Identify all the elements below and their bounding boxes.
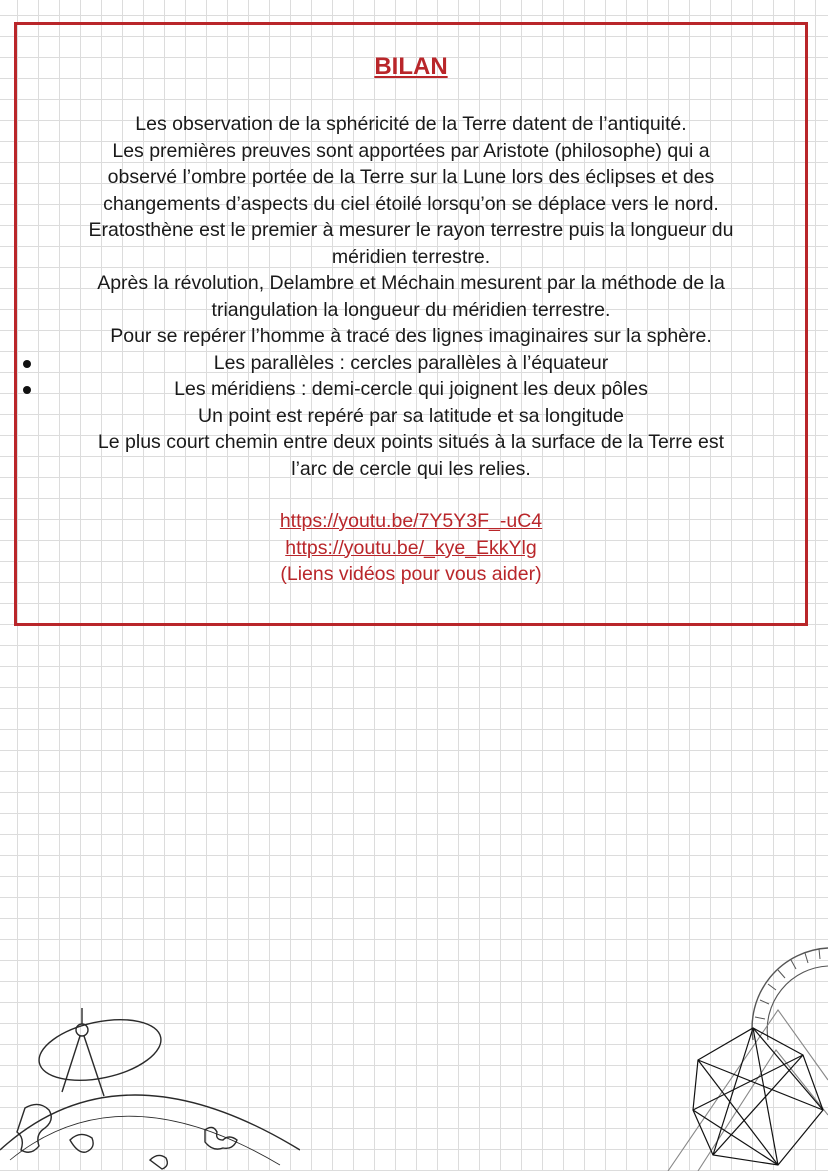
text-line: Les observation de la sphéricité de la Terre datent de l’antiquité. bbox=[135, 113, 687, 135]
text-line: l’arc de cercle qui les relies. bbox=[291, 457, 531, 480]
text-line: méridien terrestre. bbox=[331, 245, 491, 268]
bilan-box bbox=[14, 22, 808, 626]
video-links bbox=[17, 508, 805, 588]
bullet-item bbox=[17, 376, 805, 403]
bilan-body bbox=[17, 111, 805, 588]
text-line: triangulation la longueur du méridien terrestre. bbox=[211, 298, 611, 321]
bullet-icon bbox=[23, 360, 31, 368]
text-line: Après la révolution, Delambre et Méchain mesurent par la méthode de la bbox=[97, 272, 725, 294]
text-line: Pour se repérer l’homme à tracé des lignes imaginaires sur la sphère. bbox=[110, 325, 712, 347]
video-link[interactable]: https://youtu.be/7Y5Y3F_-uC4 bbox=[279, 510, 543, 532]
text-line: Les premières preuves sont apportées par Aristote (philosophe) qui a bbox=[112, 139, 710, 162]
text-line: Le plus court chemin entre deux points situés à la surface de la Terre est bbox=[97, 431, 725, 453]
links-note: (Liens vidéos pour vous aider) bbox=[280, 563, 542, 585]
video-link[interactable]: https://youtu.be/_kye_EkkYlg bbox=[285, 536, 537, 559]
text-line: Un point est repéré par sa latitude et sa longitude bbox=[197, 404, 625, 427]
text-line: changements d’aspects du ciel étoilé lorsqu’on se déplace vers le nord. bbox=[103, 192, 719, 215]
bullet-text: Les méridiens : demi-cercle qui joignent les deux pôles bbox=[174, 378, 648, 400]
bilan-title: BILAN bbox=[374, 53, 448, 80]
bullet-item bbox=[17, 350, 805, 377]
bullet-text: Les parallèles : cercles parallèles à l’équateur bbox=[213, 351, 609, 374]
compass-globe-icon bbox=[0, 1000, 300, 1171]
text-line: Eratosthène est le premier à mesurer le rayon terrestre puis la longueur du bbox=[88, 219, 734, 241]
bullet-icon bbox=[23, 386, 31, 394]
polyhedron-protractor-icon bbox=[628, 940, 828, 1171]
text-line: observé l’ombre portée de la Terre sur la Lune lors des éclipses et des bbox=[107, 166, 715, 188]
